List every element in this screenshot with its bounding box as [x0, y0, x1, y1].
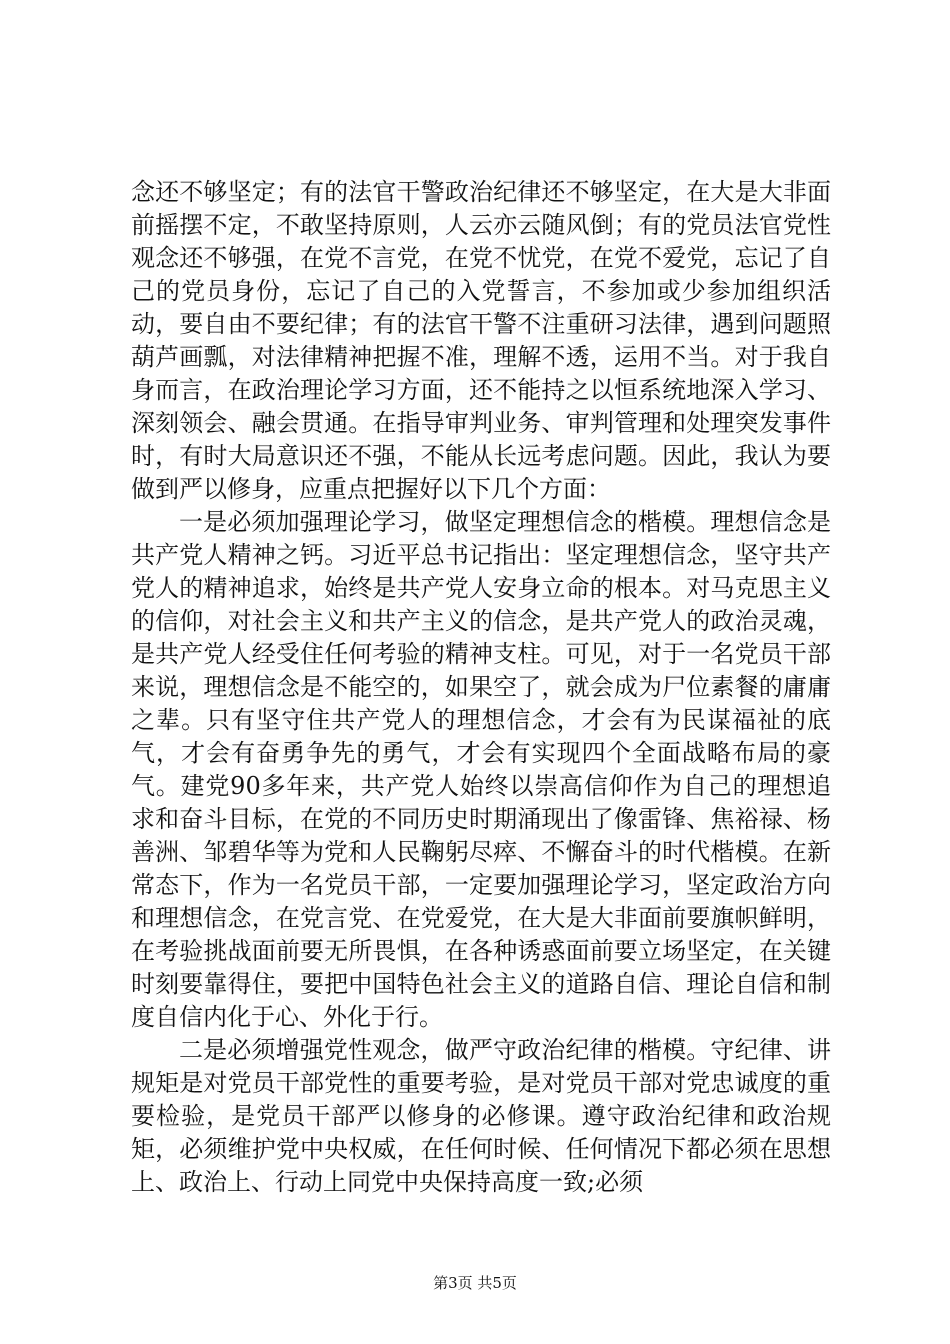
paragraph-theory-study: 一是必须加强理论学习，做坚定理想信念的楷模。理想信念是共产党人精神之钙。习近平总书记指出：坚定理想信念，坚守共产党人的精神追求，始终是共产党人安身立命的根本。对马克思主义的信仰，对社会主义和共产主义的信念，是共产党人的政治灵魂，是共产党人经受住任何考验的精神支柱。可见，对于一名党员干部来说，理想信念是不能空的，如果空了，就会成为尸位素餐的庸庸之辈。只有坚守住共产党人的理想信念，才会有为民谋福祉的底气，才会有奋勇争先的勇气，才会有实现四个全面战略布局的豪气。建党90多年来，共产党人始终以崇高信仰作为自己的理想追求和奋斗目标，在党的不同历史时期涌现出了像雷锋、焦裕禄、杨善洲、邹碧华等为党和人民鞠躬尽瘁、不懈奋斗的时代楷模。在新常态下，作为一名党员干部，一定要加强理论学习，坚定政治方向和理想信念，在党言党、在党爱党，在大是大非面前要旗帜鲜明，在考验挑战面前要无所畏惧，在各种诱惑面前要立场坚定，在关键时刻要靠得住，要把中国特色社会主义的道路自信、理论自信和制度自信内化于心、外化于行。	[131, 508, 831, 1031]
paragraph-party-discipline: 二是必须增强党性观念，做严守政治纪律的楷模。守纪律、讲规矩是对党员干部党性的重要考验，是对党员干部对党忠诚度的重要检验，是党员干部严以修身的必修课。遵守政治纪律和政治规矩，必须维护党中央权威，在任何时候、任何情况下都必须在思想上、政治上、行动上同党中央保持高度一致;必须	[131, 1036, 831, 1196]
page-footer: 第3页 共5页	[433, 1274, 517, 1292]
paragraph-continuation: 念还不够坚定；有的法官干警政治纪律还不够坚定，在大是大非面前摇摆不定，不敢坚持原则，人云亦云随风倒；有的党员法官党性观念还不够强，在党不言党，在党不忧党，在党不爱党，忘记了自己的党员身份，忘记了自己的入党誓言，不参加或少参加组织活动，要自由不要纪律；有的法官干警不注重研习法律，遇到问题照葫芦画瓢，对法律精神把握不准，理解不透，运用不当。对于我自身而言，在政治理论学习方面，还不能持之以恒系统地深入学习、深刻领会、融会贯通。在指导审判业务、审判管理和处理突发事件时，有时大局意识还不强，不能从长远考虑问题。因此，我认为要做到严以修身，应重点把握好以下几个方面：	[131, 178, 831, 503]
document-body	[131, 176, 831, 1199]
